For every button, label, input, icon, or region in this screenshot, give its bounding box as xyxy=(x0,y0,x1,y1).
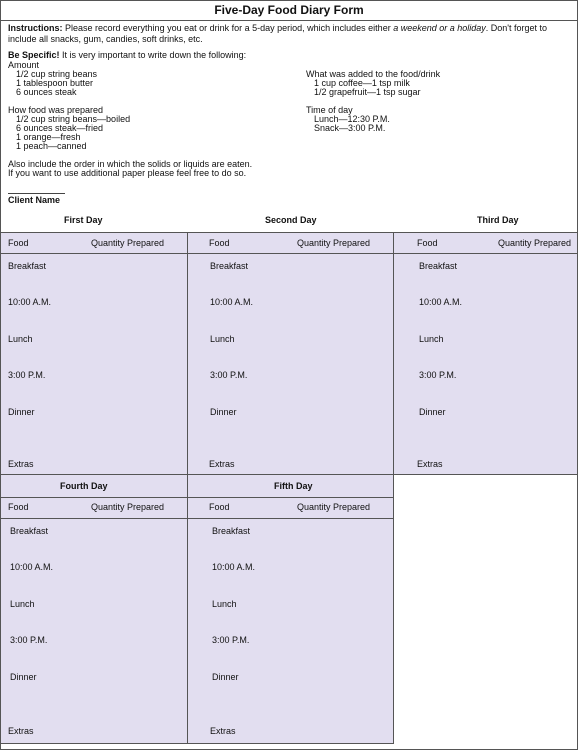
meal-row-extras: Extras xyxy=(209,459,235,469)
quantity-column-header: Quantity Prepared xyxy=(297,502,371,512)
meal-row-300pm: 3:00 P.M. xyxy=(210,370,248,380)
food-column-header: Food xyxy=(209,238,230,248)
instructions-emphasis: a weekend or a holiday xyxy=(393,23,486,33)
instructions-text-2: . Don't forget to include all snacks, gum, candies, soft drinks, etc. xyxy=(8,23,548,44)
fifth-day-grid xyxy=(187,474,394,744)
meal-row-lunch: Lunch xyxy=(10,599,35,609)
prepared-item: 1 orange—fresh xyxy=(16,132,81,142)
meal-row-breakfast: Breakfast xyxy=(8,261,47,271)
client-name-label: Client Name xyxy=(8,195,61,205)
meal-row-300pm: 3:00 P.M. xyxy=(10,635,48,645)
meal-row-breakfast: Breakfast xyxy=(10,526,49,536)
time-item: Lunch—12:30 P.M. xyxy=(314,114,390,124)
title-divider xyxy=(0,20,578,21)
day-title-row xyxy=(1,475,187,498)
meal-row-lunch: Lunch xyxy=(8,334,33,344)
first-day-grid xyxy=(0,232,188,475)
amount-item: 1 tablespoon butter xyxy=(16,78,94,88)
meal-row-lunch: Lunch xyxy=(212,599,237,609)
quantity-column-header: Quantity Prepared xyxy=(91,238,165,248)
food-column-header: Food xyxy=(8,238,29,248)
meal-row-dinner: Dinner xyxy=(10,672,37,682)
meal-row-1000am: 10:00 A.M. xyxy=(8,297,52,307)
instructions-paragraph xyxy=(8,23,573,45)
instructions-lead: Instructions: xyxy=(8,23,63,33)
meal-row-extras: Extras xyxy=(417,459,443,469)
grid-header xyxy=(1,497,187,519)
be-specific-lead: Be Specific! xyxy=(8,50,60,60)
grid-header xyxy=(394,233,577,254)
day-title-row xyxy=(188,475,393,498)
food-column-header: Food xyxy=(417,238,438,248)
day-title-second: Second Day xyxy=(265,215,317,225)
meal-row-300pm: 3:00 P.M. xyxy=(212,635,250,645)
meal-row-breakfast: Breakfast xyxy=(212,526,251,536)
page-title: Five-Day Food Diary Form xyxy=(214,3,364,17)
third-day-grid xyxy=(393,232,578,475)
be-specific-text: It is very important to write down the following: xyxy=(59,50,247,60)
meal-row-1000am: 10:00 A.M. xyxy=(10,562,54,572)
client-name-rule xyxy=(8,193,65,194)
order-note-line: If you want to use additional paper please feel free to do so. xyxy=(8,168,247,178)
grid-header xyxy=(1,233,187,254)
time-label: Time of day xyxy=(306,105,353,115)
meal-row-extras: Extras xyxy=(210,726,236,736)
meal-row-lunch: Lunch xyxy=(210,334,235,344)
meal-row-extras: Extras xyxy=(8,459,34,469)
meal-row-breakfast: Breakfast xyxy=(210,261,249,271)
day-title-first: First Day xyxy=(64,215,103,225)
amount-item: 6 ounces steak xyxy=(16,87,77,97)
fourth-day-grid xyxy=(0,474,188,744)
meal-row-1000am: 10:00 A.M. xyxy=(210,297,254,307)
meal-row-extras: Extras xyxy=(8,726,34,736)
time-item: Snack—3:00 P.M. xyxy=(314,123,386,133)
food-column-header: Food xyxy=(8,502,29,512)
day-title-fifth: Fifth Day xyxy=(274,481,313,491)
amount-item: 1/2 cup string beans xyxy=(16,69,98,79)
meal-row-1000am: 10:00 A.M. xyxy=(419,297,463,307)
meal-row-300pm: 3:00 P.M. xyxy=(8,370,46,380)
quantity-column-header: Quantity Prepared xyxy=(91,502,165,512)
instructions-text-1: Please record everything you eat or drink for a 5-day period, which includes either xyxy=(62,23,394,33)
meal-row-breakfast: Breakfast xyxy=(419,261,458,271)
food-column-header: Food xyxy=(209,502,230,512)
meal-row-dinner: Dinner xyxy=(210,407,237,417)
meal-row-dinner: Dinner xyxy=(8,407,35,417)
grid-header xyxy=(188,233,393,254)
grid-header xyxy=(188,497,393,519)
prepared-item: 6 ounces steak—fried xyxy=(16,123,104,133)
added-label: What was added to the food/drink xyxy=(306,69,441,79)
be-specific-line xyxy=(8,50,246,60)
second-day-grid xyxy=(187,232,394,475)
meal-row-300pm: 3:00 P.M. xyxy=(419,370,457,380)
day-title-third: Third Day xyxy=(477,215,519,225)
meal-row-lunch: Lunch xyxy=(419,334,444,344)
order-note-line: Also include the order in which the solids or liquids are eaten. xyxy=(8,159,253,169)
meal-row-dinner: Dinner xyxy=(419,407,446,417)
quantity-column-header: Quantity Prepared xyxy=(498,238,572,248)
meal-row-dinner: Dinner xyxy=(212,672,239,682)
prepared-item: 1/2 cup string beans—boiled xyxy=(16,114,131,124)
added-item: 1/2 grapefruit—1 tsp sugar xyxy=(314,87,421,97)
prepared-item: 1 peach—canned xyxy=(16,141,87,151)
amount-label: Amount xyxy=(8,60,40,70)
added-item: 1 cup coffee—1 tsp milk xyxy=(314,78,410,88)
prepared-label: How food was prepared xyxy=(8,105,104,115)
day-title-fourth: Fourth Day xyxy=(60,481,108,491)
meal-row-1000am: 10:00 A.M. xyxy=(212,562,256,572)
quantity-column-header: Quantity Prepared xyxy=(297,238,371,248)
